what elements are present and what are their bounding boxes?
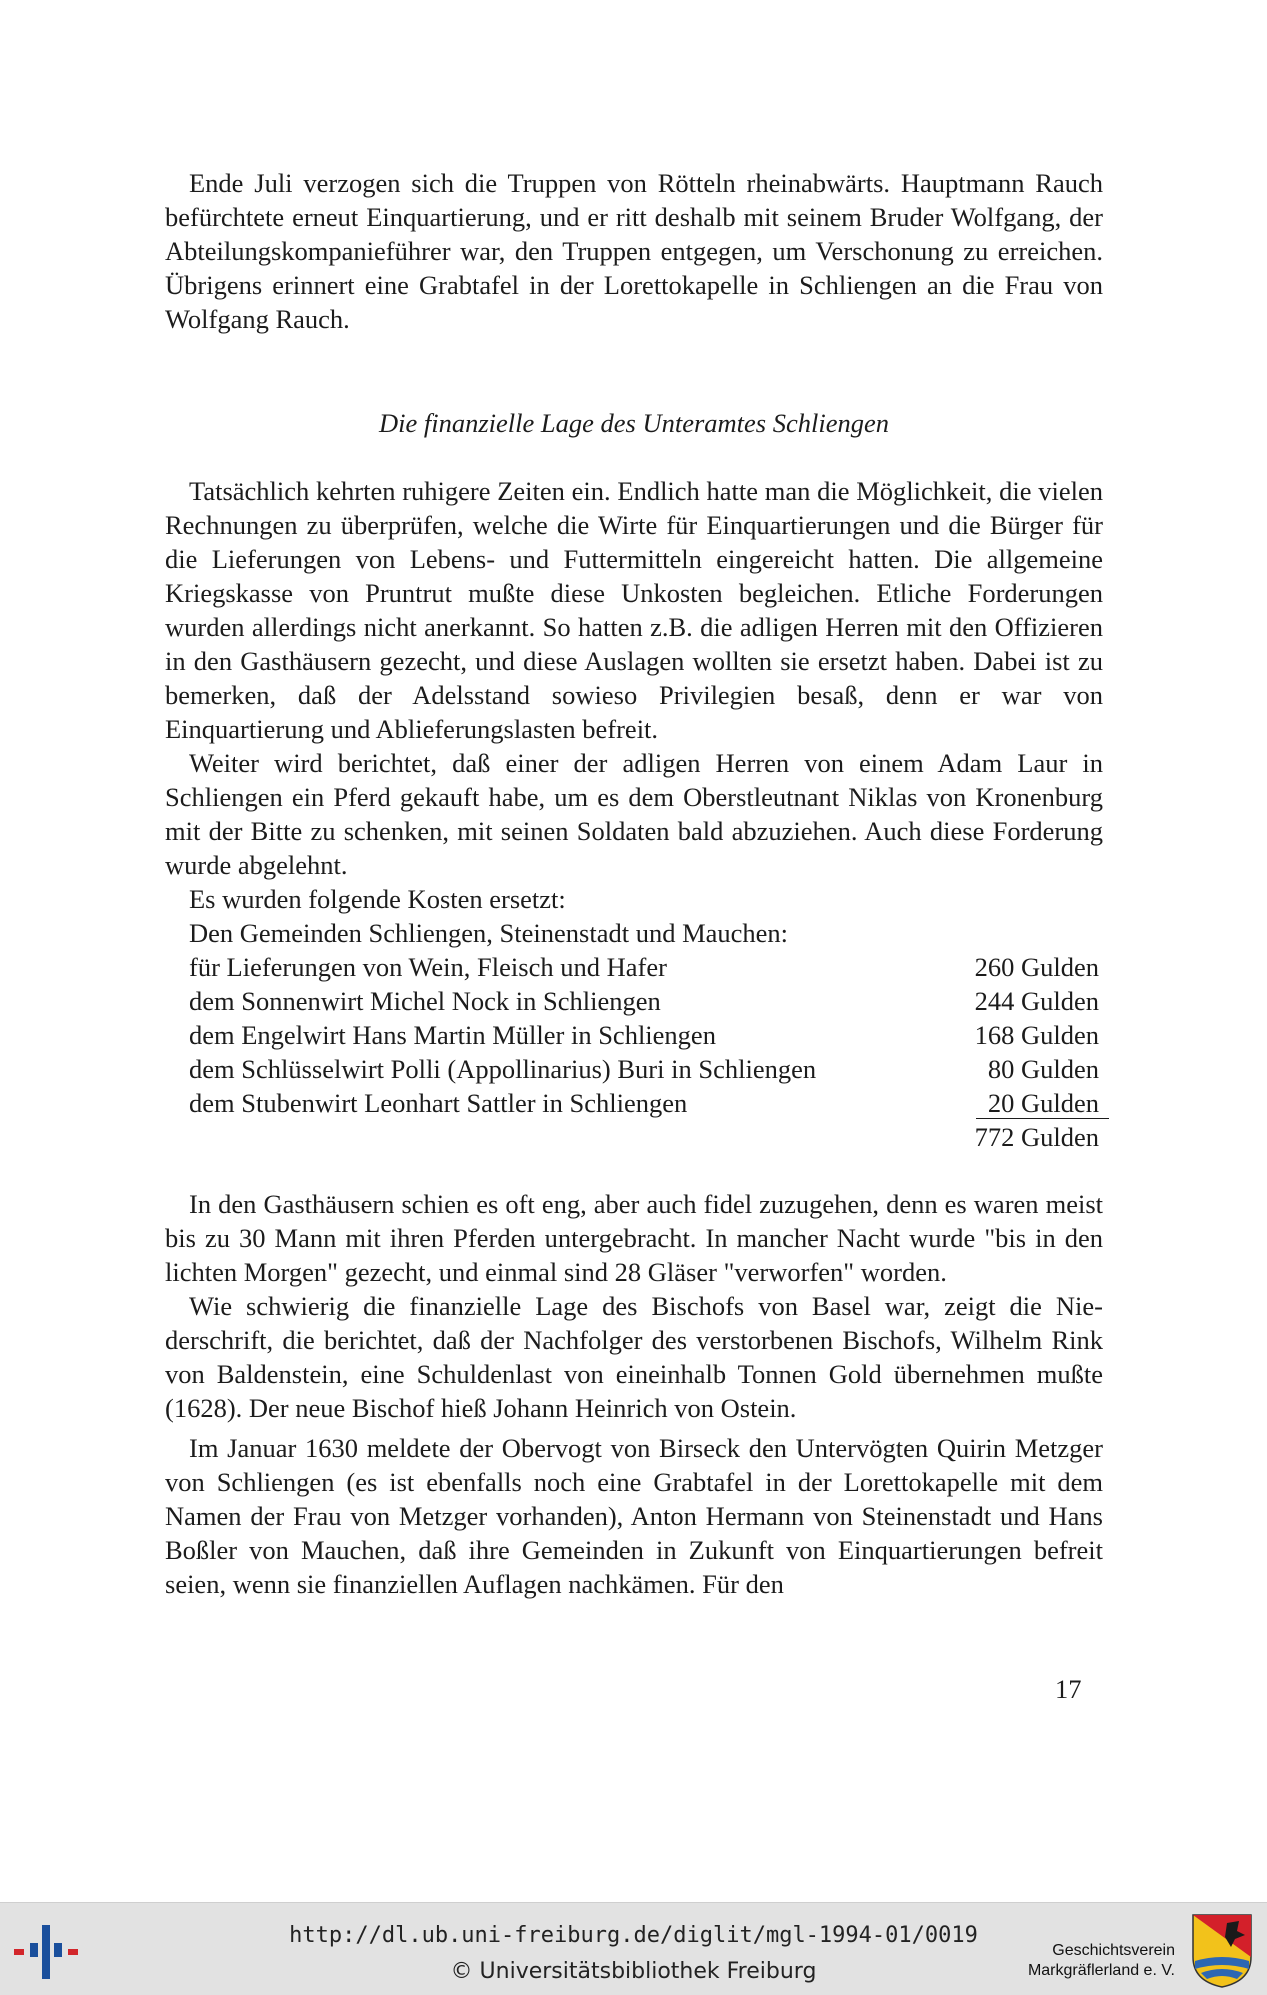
footer-bar	[0, 1902, 1267, 1995]
cost-row	[165, 1052, 1103, 1086]
cost-amount: 80 Gulden	[987, 1054, 1099, 1084]
document-url-link[interactable]: http://dl.ub.uni-freiburg.de/diglit/mgl-1994-01/0019	[289, 1923, 978, 1948]
cost-description: dem Engelwirt Hans Martin Müller in Schliengen	[189, 1020, 716, 1050]
cost-row	[165, 950, 1103, 984]
cost-row	[165, 1018, 1103, 1052]
paragraph: Weiter wird berichtet, daß einer der adligen Herren von einem Adam Laur in Schliengen ein Pferd gekauft habe, um es dem Oberstleutnant Niklas von Kronenburg mit der Bitte zu schenken, mit seinen Soldaten bald abzuziehen. Auch diese Forderung wurde abgelehnt.	[165, 748, 1103, 880]
paragraph: Tatsächlich kehrten ruhigere Zeiten ein. Endlich hatte man die Möglichkeit, die vielen Rechnungen zu überprüfen, welche die Wirte für Einquartierungen und die Bürger für die Lieferungen von Lebens- und Futtermitteln eingereicht hatten. Die allgemeine Kriegskasse von Pruntrut mußte diese Unkosten begleichen. Etliche Forderungen wurden allerdings nicht anerkannt. So hatten z.B. die adligen Herren mit den Offizieren in den Gasthäusern gezecht, und diese Auslagen wollten sie ersetzt haben. Dabei ist zu bemerken, daß der Adelsstand sowieso Privilegien besaß, denn er war von Einquartierung und Ablieferungslasten befreit.	[165, 476, 1103, 744]
page-number: 17	[1055, 1674, 1082, 1704]
cost-description: dem Schlüsselwirt Polli (Appollinarius) Buri in Schliengen	[189, 1054, 817, 1084]
paragraph: In den Gasthäusern schien es oft eng, aber auch fidel zuzugehen, denn es waren meist bis zu 30 Mann mit ihren Pferden untergebracht. In mancher Nacht wurde "bis in den lichten Morgen" gezecht, und einmal sind 28 Gläser "verworfen" worden.	[165, 1189, 1103, 1287]
cost-amount-underlined: 20 Gulden	[976, 1088, 1109, 1119]
costs-intro: Es wurden folgende Kosten ersetzt:	[189, 884, 566, 914]
organization-line-1: Geschichtsverein	[1052, 1942, 1175, 1959]
paragraph: Ende Juli verzogen sich die Truppen von Rötteln rheinabwärts. Hauptmann Rauch befürchtete erneut Einquartierung, und er ritt deshalb mit seinem Bruder Wolfgang, der Abteilungskompanieführer war, den Truppen entgegen, um Verschonung zu erreichen. Übrigens erinnert eine Grabtafel in der Lorettokapelle in Schliengen an die Frau von Wolfgang Rauch.	[165, 168, 1103, 334]
cost-total-row	[165, 1120, 1103, 1154]
main-section	[165, 474, 1103, 1154]
cost-total: 772 Gulden	[974, 1122, 1099, 1152]
cost-description: für Lieferungen von Wein, Fleisch und Hafer	[189, 952, 667, 982]
organization-line-2: Markgräflerland e. V.	[1027, 1962, 1175, 1979]
paragraph: Wie schwierig die finanzielle Lage des Bischofs von Basel war, zeigt die Niederschrift, die berichtet, daß der Nachfolger des verstorbenen Bischofs, Wilhelm Rink von Baldenstein, eine Schuldenlast von eineinhalb Tonnen Gold übernehmen mußte (1628). Der neue Bischof hieß Johann Heinrich von Ostein.	[165, 1291, 1103, 1423]
cost-description: dem Stubenwirt Leonhart Sattler in Schliengen	[189, 1088, 688, 1118]
paragraph: Im Januar 1630 meldete der Obervogt von Birseck den Untervögten Quirin Metzger von Schliengen (es ist ebenfalls noch eine Grabtafel in der Lorettokapelle mit dem Namen der Frau von Metzger vorhanden), Anton Hermann von Steinenstadt und Hans Boßler von Mauchen, daß ihre Gemeinden in Zukunft von Einquartierungen befreit seien, wenn sie finanziellen Auflagen nachkämen. Für den	[165, 1433, 1103, 1599]
costs-recipients: Den Gemeinden Schliengen, Steinenstadt und Mauchen:	[189, 918, 789, 948]
cost-amount: 168 Gulden	[974, 1020, 1099, 1050]
cost-row	[165, 984, 1103, 1018]
intro-section	[165, 166, 1103, 336]
cost-amount	[949, 1086, 1103, 1120]
cost-row	[165, 1086, 1103, 1120]
cost-list	[165, 950, 1103, 1154]
copyright-text: © Universitätsbibliothek Freiburg	[450, 1959, 817, 1984]
organization-name	[1028, 1941, 1175, 1981]
cost-amount: 260 Gulden	[974, 952, 1099, 982]
closing-section	[165, 1187, 1103, 1601]
cost-amount: 244 Gulden	[974, 986, 1099, 1016]
section-heading: Die finanzielle Lage des Unteramtes Schliengen	[378, 408, 890, 438]
coat-of-arms-icon	[1191, 1913, 1253, 1989]
cost-description: dem Sonnenwirt Michel Nock in Schliengen	[189, 986, 661, 1016]
